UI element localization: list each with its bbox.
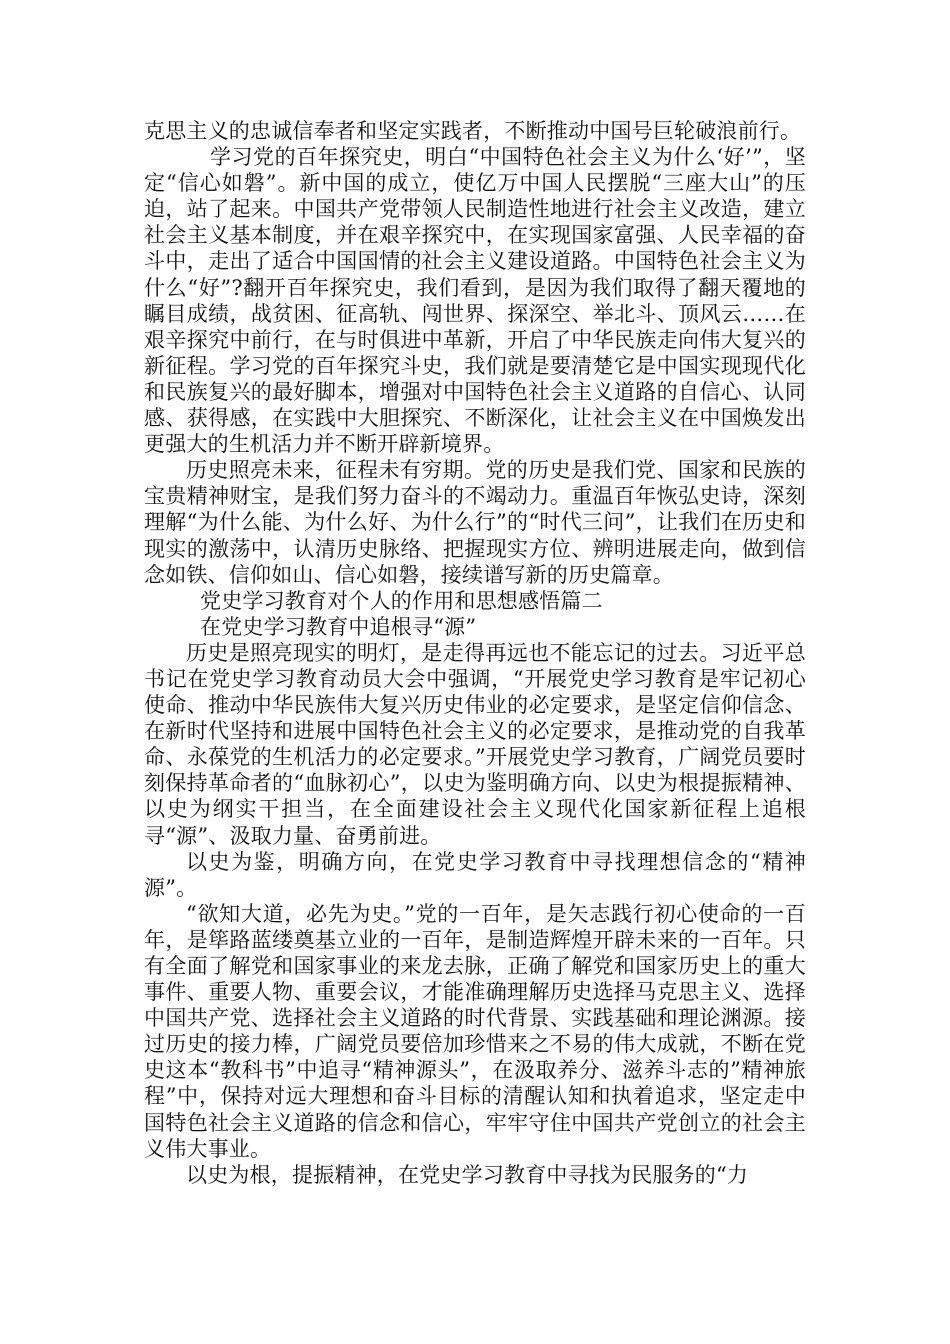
paragraph-history-future: 历史照亮未来，征程未有穷期。党的历史是我们党、国家和民族的宝贵精神财宝，是我们努力奋斗的不竭动力。重温百年恢弘史诗，深刻理解“为什么能、为什么好、为什么行”的“时代三问”，让我们在历史和现实的激荡中，认清历史脉络、把握现实方位、辨明进展走向，做到信念如铁、信仰如山、信心如磐，接续谱写新的历史篇章。 xyxy=(144,458,806,587)
paragraph-great-way: “欲知大道，必先为史。”党的一百年，是矢志践行初心使命的一百年，是筚路蓝缕奠基立业的一百年，是制造辉煌开辟未来的一百年。只有全面了解党和国家事业的来龙去脉，正确了解党和国家历史上的重大事件、重要人物、重要会议，才能准确理解历史选择马克思主义、选择中国共产党、选择社会主义道路的时代背景、实践基础和理论渊源。接过历史的接力棒，广阔党员要倍加珍惜来之不易的伟大成就，不断在党史这本“教科书”中追寻“精神源头”，在汲取养分、滋养斗志的”精神旅程”中，保持对远大理想和奋斗目标的清醒认知和执着追求，坚定走中国特色社会主义道路的信念和信心，牢牢守住中国共产党创立的社会主义伟大事业。 xyxy=(144,901,806,1161)
paragraph-history-lamp: 历史是照亮现实的明灯，是走得再远也不能忘记的过去。习近平总书记在党史学习教育动员大会中强调，“开展党史学习教育是牢记初心使命、推动中华民族伟大复兴历史伟业的必定要求，是坚定信仰信念、在新时代坚持和进展中国特色社会主义的必定要求，是推动党的自我革命、永葆党的生机活力的必定要求。”开展党史学习教育，广阔党员要时刻保持革命者的“血脉初心”，以史为鉴明确方向、以史为根提振精神、以史为纲实干担当，在全面建设社会主义现代化国家新征程上追根寻“源”、汲取力量、奋勇前进。 xyxy=(144,640,806,848)
article-title: 在党史学习教育中追根寻“源” xyxy=(200,614,477,639)
paragraph-history-mirror: 以史为鉴，明确方向，在党史学习教育中寻找理想信念的“精神源”。 xyxy=(144,849,806,900)
section-title: 党史学习教育对个人的作用和思想感悟篇二 xyxy=(200,588,603,613)
paragraph-continuation: 克思主义的忠诚信奉者和坚定实践者，不断推动中国号巨轮破浪前行。 xyxy=(144,119,802,143)
paragraph-history-exploration: 学习党的百年探究史，明白“中国特色社会主义为什么‘好’”，坚定“信心如磐”。新中国的成立，使亿万中国人民摆脱“三座大山”的压迫，站了起来。中国共产党带领人民制造性地进行社会主义改造，建立社会主义基本制度，并在艰辛探究中，在实现国家富强、人民幸福的奋斗中，走出了适合中国国情的社会主义建设道路。中国特色社会主义为什么“好”?翻开百年探究史，我们看到，是因为我们取得了翻天覆地的瞩目成绩，战贫困、征高轨、闯世界、探深空、举北斗、顶风云……在艰辛探究中前行，在与时俱进中革新，开启了中华民族走向伟大复兴的新征程。学习党的百年探究斗史，我们就是要清楚它是中国实现现代化和民族复兴的最好脚本，增强对中国特色社会主义道路的自信心、认同感、获得感，在实践中大胆探究、不断深化，让社会主义在中国焕发出更强大的生机活力并不断开辟新境界。 xyxy=(144,145,806,457)
paragraph-history-root: 以史为根，提振精神，在党史学习教育中寻找为民服务的“力 xyxy=(186,1162,749,1187)
document-page xyxy=(144,118,806,1188)
